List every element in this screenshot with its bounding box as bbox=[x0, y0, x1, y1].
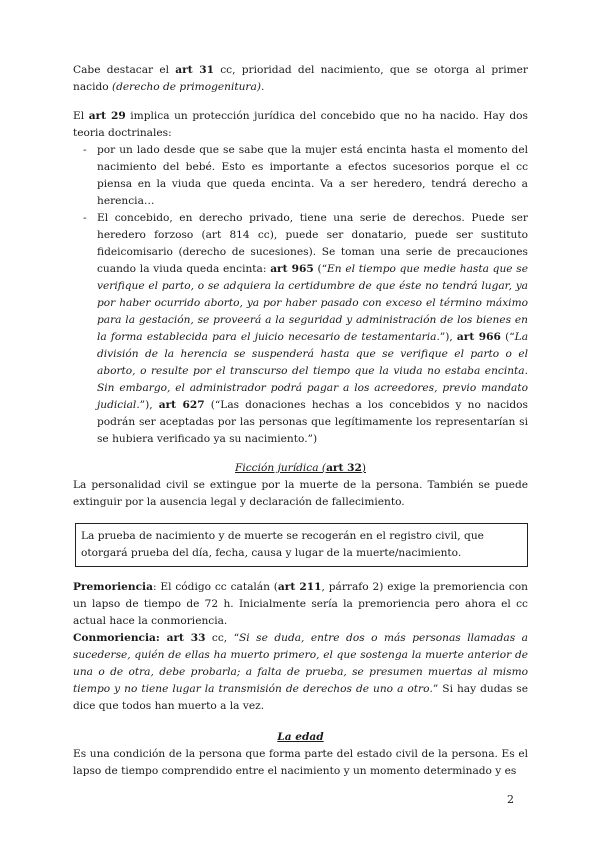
section-heading-edad bbox=[73, 729, 528, 746]
quoted-law: En el tiempo que medie hasta que se verifique el parto, o se adquiera la certidumbre de que éste no tendrá lugar, ya por haber ocurrido aborto, ya por haber pasado con exceso el término máximo para la gestación, se proveerá a la seguridad y administración de los bienes en la forma establecida para el juicio necesario de testamentaria bbox=[97, 263, 529, 343]
article-ref: art 29 bbox=[88, 110, 126, 122]
text-segment: (“ bbox=[500, 331, 515, 343]
text-segment: .”), bbox=[136, 399, 159, 411]
text-segment: cc, “ bbox=[205, 632, 240, 644]
paragraph-art31 bbox=[73, 62, 528, 96]
text-segment: Cabe destacar el bbox=[73, 64, 176, 76]
quoted-law: Si se duda, entre dos o más personas llamadas a sucederse, quién de ellas ha muerto primero, el que sostenga la muerte anterior de una o de otra, debe probarla; a falta de prueba, se presumen muertas al mismo tiempo y no tiene lugar la transmisión de derechos de uno a otro bbox=[73, 632, 528, 695]
term-label: Premoriencia bbox=[73, 581, 153, 593]
list-item bbox=[73, 210, 528, 448]
article-ref: art 627 bbox=[158, 399, 205, 411]
text-segment: (“ bbox=[204, 399, 221, 411]
article-ref: art 965 bbox=[270, 263, 314, 275]
text-segment: : El código cc catalán ( bbox=[152, 581, 278, 593]
list-item bbox=[73, 142, 528, 210]
text-segment: ) bbox=[361, 462, 366, 474]
paragraph-edad: Es una condición de la persona que forma parte del estado civil de la persona. Es el lapso de tiempo comprendido entre el nacimiento y un momento determinado y es bbox=[73, 748, 528, 777]
page-number: 2 bbox=[507, 793, 514, 806]
text-segment: : bbox=[155, 632, 167, 644]
term-label: Conmoriencia bbox=[73, 632, 156, 644]
boxed-note bbox=[75, 523, 528, 567]
box-text: La prueba de nacimiento y de muerte se recogerán en el registro civil, que otorgará prueba del día, fecha, causa y lugar de la muerte/nacimiento. bbox=[81, 530, 484, 559]
heading-text: La edad bbox=[277, 731, 324, 743]
article-ref: art 966 bbox=[456, 331, 501, 343]
article-ref: art 33 bbox=[166, 632, 206, 644]
doctrine-list bbox=[73, 142, 528, 448]
article-ref: art 211 bbox=[277, 581, 322, 593]
paragraph-personalidad: La personalidad civil se extingue por la muerte de la persona. También se puede extinguir por la ausencia legal y declaración de fallecimiento. bbox=[73, 479, 528, 508]
quoted-law: Las donaciones hechas a los concebidos y no nacidos podrán ser aceptadas por las personas que legítimamente los representarían si se hubiera verificado ya su nacimiento bbox=[97, 399, 528, 445]
paragraph-art29 bbox=[73, 108, 528, 142]
text-segment: .”), bbox=[436, 331, 457, 343]
text-segment: , párrafo 2) exige la premoriencia con un lapso de tiempo de 72 h. Inicialmente sería la premoriencia pero ahora el cc actual hace la conmoriencia. bbox=[73, 581, 528, 627]
italic-text: (derecho de primogenitura) bbox=[112, 81, 261, 93]
quoted-law: La división de la herencia se suspenderá hasta que se verifique el parto o el aborto, o resulte por el transcurso del tiempo que la viuda no estaba encinta. Sin embargo, el administrador podrá pagar a los acreedores, previo mandato judicial bbox=[97, 331, 529, 411]
article-ref: art 31 bbox=[175, 64, 214, 76]
text-segment: El bbox=[73, 110, 89, 122]
text-segment: .”) bbox=[304, 433, 318, 445]
text-segment: cc, prioridad del nacimiento, que se otorga al primer nacido bbox=[73, 64, 528, 93]
article-ref: art 32 bbox=[326, 462, 362, 474]
heading-text: Ficción jurídica ( bbox=[235, 462, 327, 474]
paragraph-conmoriencia bbox=[73, 630, 528, 715]
text-segment: El concebido, en derecho privado, tiene una serie de derechos. Puede ser heredero forzoso (art 814 cc), puede ser donatario, puede ser sustituto fideicomisario (derecho de sucesiones). Se toman una serie de precauciones cuando la viuda queda encinta: bbox=[97, 212, 528, 275]
text-segment: .” Si hay dudas se dice que todos han muerto a la vez. bbox=[73, 683, 528, 712]
text-segment: . bbox=[260, 81, 265, 93]
text-segment: implica un protección jurídica del concebido que no ha nacido. Hay dos teoria doctrinales: bbox=[73, 110, 528, 139]
document-page bbox=[73, 62, 528, 780]
section-heading-ficcion bbox=[73, 460, 528, 477]
paragraph-premoriencia bbox=[73, 579, 528, 630]
list-item-text: por un lado desde que se sabe que la mujer está encinta hasta el momento del nacimiento del bebé. Esto es importante a efectos sucesorios porque el cc piensa en la viuda que queda encinta. Va a ser heredero, tendrá derecho a herencia… bbox=[97, 144, 528, 207]
text-segment: (“ bbox=[313, 263, 328, 275]
